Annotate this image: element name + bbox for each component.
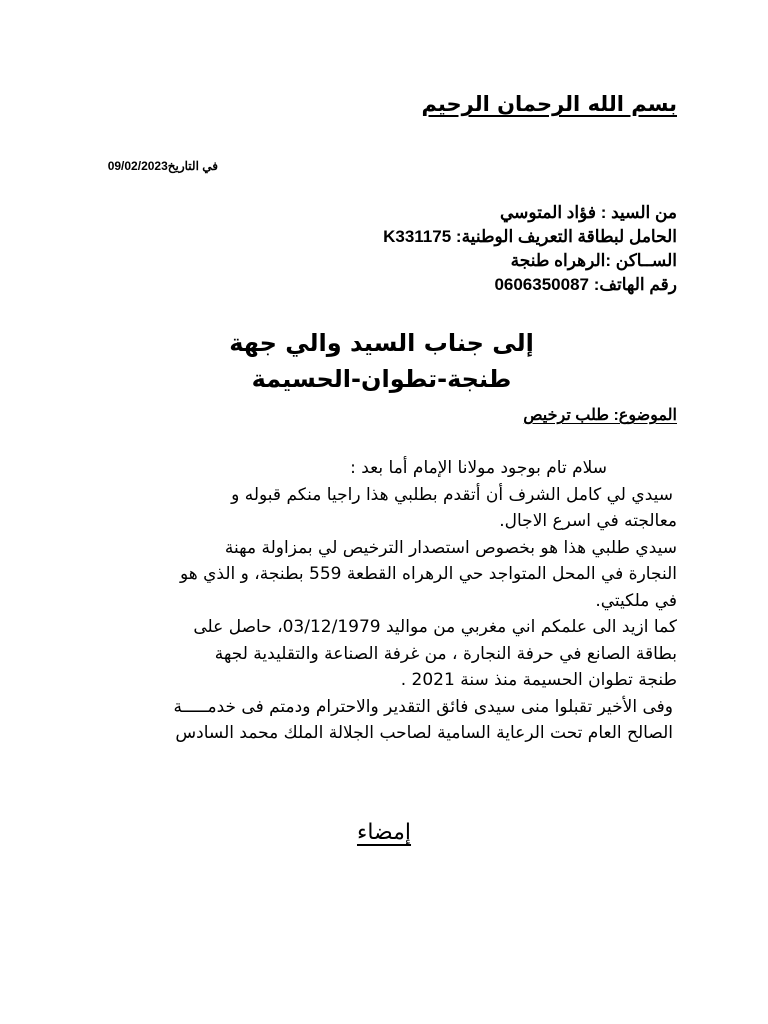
basmala-heading: بسم الله الرحمان الرحيم: [421, 92, 677, 116]
sender-name: من السيد : فؤاد المتوسي: [500, 203, 677, 222]
body-line: وفى الأخير تقبلوا منى سيدى فائق التقدير والاحترام ودمتم فى خدمـــــة: [173, 696, 673, 717]
sender-phone: رقم الهاتف: 0606350087: [494, 275, 677, 294]
body-line: سلام تام بوجود مولانا الإمام أما بعد :: [350, 458, 607, 478]
body-line: الصالح العام تحت الرعاية السامية لصاحب الجلالة الملك محمد السادس: [175, 723, 673, 743]
body-line: النجارة في المحل المتواجد حي الرهراه القطعة 559 بطنجة، و الذي هو: [179, 564, 677, 584]
signature-label: [0, 820, 768, 845]
subject-line: الموضوع: طلب ترخيص: [523, 407, 677, 424]
signature-text: إمضاء: [356, 820, 412, 845]
sender-id: الحامل لبطاقة التعريف الوطنية: K331175: [383, 227, 677, 246]
body-line: سيدي طلبي هذا هو بخصوص استصدار الترخيص لي بمزاولة مهنة: [224, 537, 677, 558]
sender-address: الســاكن :الرهراه طنجة: [510, 251, 677, 270]
body-line: كما ازيد الى علمكم اني مغربي من مواليد 03/12/1979، حاصل على: [193, 617, 677, 637]
body-line: في ملكيتي.: [595, 590, 677, 611]
date-line: في التاريخ09/02/2023: [107, 159, 218, 173]
body-line: طنجة تطوان الحسيمة منذ سنة 2021 .: [400, 670, 677, 690]
body-line: سيدي لي كامل الشرف أن أتقدم بطلبي هذا راجيا منكم قبوله و: [231, 484, 673, 505]
body-line: بطاقة الصانع في حرفة النجارة ، من غرفة الصناعة والتقليدية لجهة: [214, 643, 677, 664]
body-line: معالجته في اسرع الاجال.: [499, 511, 677, 531]
sender-block: [383, 201, 677, 297]
recipient-line-1: إلى جناب السيد والي جهة: [229, 329, 534, 357]
letter-body: [87, 455, 677, 747]
recipient-line-2: طنجة-تطوان-الحسيمة: [251, 365, 512, 393]
recipient-block: [0, 325, 768, 397]
